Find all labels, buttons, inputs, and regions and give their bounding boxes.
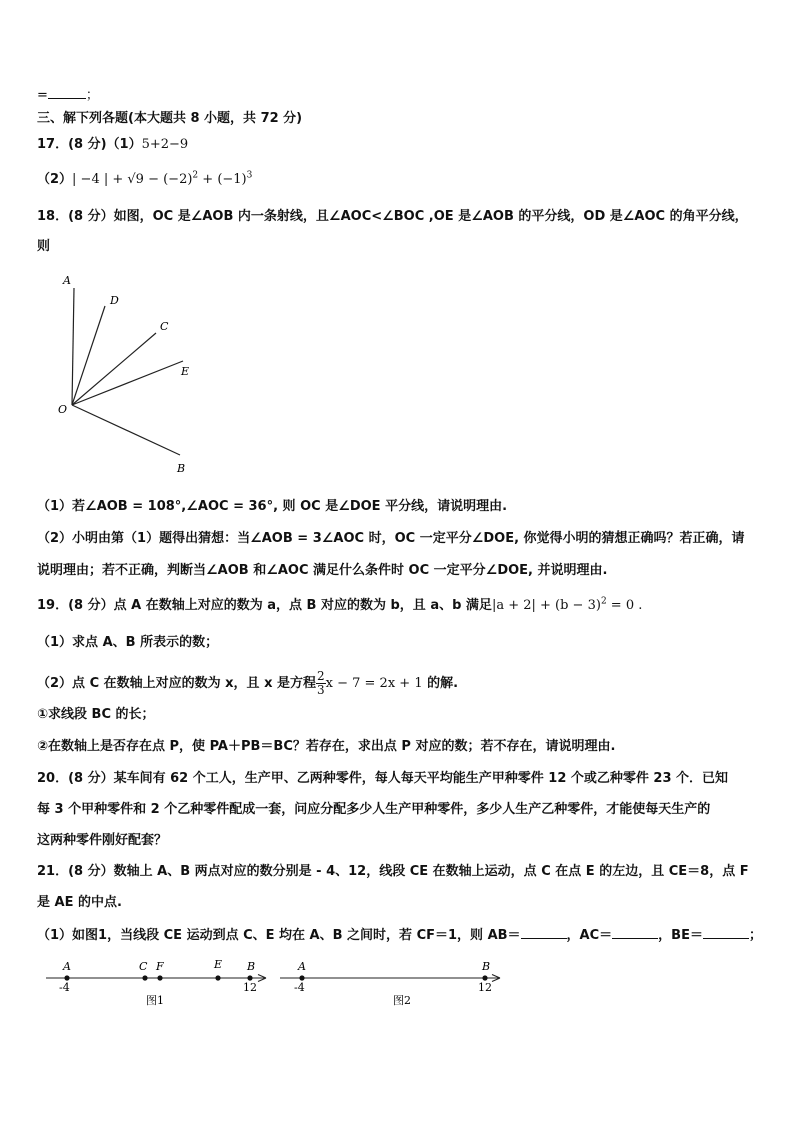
point-a [64,975,69,980]
q21-sub1-ac-label: ，AC＝ [566,928,613,943]
point-f [157,975,162,980]
q17-line1 [37,136,188,154]
label-e: E [181,365,190,378]
q20-line1: 20．(8 分）某车间有 62 个工人，生产甲、乙两种零件，每人每天平均能生产甲种零件 12 个或乙种零件 23 个．已知 [37,771,729,786]
q19-condition-expr: |a + 2| + (b − 3) [491,598,601,613]
ray-ob [72,405,180,455]
q21-line2: 是 AE 的中点. [37,895,122,910]
number-neg4: -4 [294,981,305,994]
label-a: A [63,960,71,973]
q20-line2: 每 3 个甲种零件和 2 个乙种零件配成一套，问应分配多少人生产甲种零件，多少人生产乙种零件，才能使每天生产的 [37,802,711,817]
point-b [482,975,487,980]
fraction-denominator: 3 [317,683,325,697]
figure-caption: 图1 [146,994,164,1007]
label-o: O [58,403,68,416]
semicolon: ； [85,88,99,103]
fraction-numerator: 2 [317,669,325,683]
q19-condition-exp: 2 [600,596,607,607]
q17-head: 17．(8 分)（1） [37,137,142,152]
q20-line3: 这两种零件刚好配套？ [37,833,168,848]
q18-line2: 则 [37,239,51,254]
label-e: E [214,958,223,971]
q17-line2 [37,171,252,189]
label-c: C [160,320,169,333]
q21-sub1-text: （1）如图1，当线段 CE 运动到点 C、E 均在 A、B 之间时，若 CF＝1，则 AB＝ [37,928,521,943]
q18-line1: 18．(8 分）如图，OC 是∠AOB 内一条射线，且∠AOC<∠BOC ,OE 是∠AOB 的平分线，OD 是∠AOC 的角平分线， [37,209,748,224]
label-b: B [482,960,491,973]
q19-sub2-text: （2）点 C 在数轴上对应的数为 x，且 x 是方程 [37,676,316,691]
label-a: A [298,960,306,973]
label-d: D [110,294,119,307]
previous-answer-line [37,86,99,105]
q19-sub1: （1）求点 A、B 所表示的数； [37,635,219,650]
q21-sub1 [37,926,762,945]
q21-line1: 21．(8 分）数轴上 A、B 两点对应的数分别是 - 4、12，线段 CE 在数轴上运动，点 C 在点 E 的左边，且 CE＝8，点 F [37,864,749,879]
fraction-two-thirds [316,670,326,697]
figure-caption: 图2 [393,994,411,1007]
q19-equation: x − 7 = 2x + 1 [325,676,423,691]
point-c [142,975,147,980]
ray-oa [72,288,74,405]
label-a: A [63,274,71,287]
q19-condition-rhs: = 0 . [606,598,643,613]
number-line-figure-1 [44,956,284,1008]
q17-expr1: 5+2−9 [141,137,189,152]
answer-blank-ab [521,926,567,939]
q17-exp1: 2 [192,170,199,181]
q19-line1 [37,597,642,615]
point-a [299,975,304,980]
number-12: 12 [478,981,492,994]
q17-exp2: 3 [246,170,253,181]
label-b: B [177,462,186,475]
label-c: C [139,960,148,973]
q19-item1: ①求线段 BC 的长； [37,707,155,722]
q17-expr2 [72,172,252,187]
label-b: B [247,960,256,973]
equals-sign: = [37,88,48,103]
answer-blank-ac [612,926,658,939]
number-line-figure-2 [278,956,518,1008]
point-b [247,975,252,980]
q17-expr2-first: | −4 | + √9 − (−2) [72,172,193,187]
number-neg4: -4 [59,981,70,994]
q19-sub2 [37,670,458,697]
ray-oe [72,361,183,405]
q21-sub1-be-label: ，BE＝ [658,928,703,943]
q18-sub1: （1）若∠AOB = 108°,∠AOC = 36°, 则 OC 是∠DOE 平分线，请说明理由. [37,499,508,514]
angle-figure [40,268,220,483]
q19-condition [492,598,642,613]
answer-blank-be [703,926,749,939]
q21-sub1-end: ； [748,928,762,943]
label-f: F [156,960,164,973]
answer-blank [48,86,86,99]
q19-item2: ②在数轴上是否存在点 P，使 PA＋PB＝BC？若存在，求出点 P 对应的数；若不存在，请说明理由. [37,739,616,754]
number-12: 12 [243,981,257,994]
q17-part2-label: （2） [37,172,73,187]
section-heading: 三、解下列各题(本大题共 8 小题，共 72 分) [37,111,303,126]
q19-line1-text: 19．(8 分）点 A 在数轴上对应的数为 a，点 B 对应的数为 b，且 a、b 满足 [37,598,492,613]
q18-sub2-line1: （2）小明由第（1）题得出猜想：当∠AOB = 3∠AOC 时，OC 一定平分∠DOE, 你觉得小明的猜想正确吗？若正确，请 [37,531,745,546]
q17-expr2-second: + (−1) [198,172,247,187]
q19-sub2-end: 的解. [422,676,459,691]
q18-sub2-line2: 说明理由；若不正确，判断当∠AOB 和∠AOC 满足什么条件时 OC 一定平分∠DOE, 并说明理由. [37,563,608,578]
point-e [215,975,220,980]
